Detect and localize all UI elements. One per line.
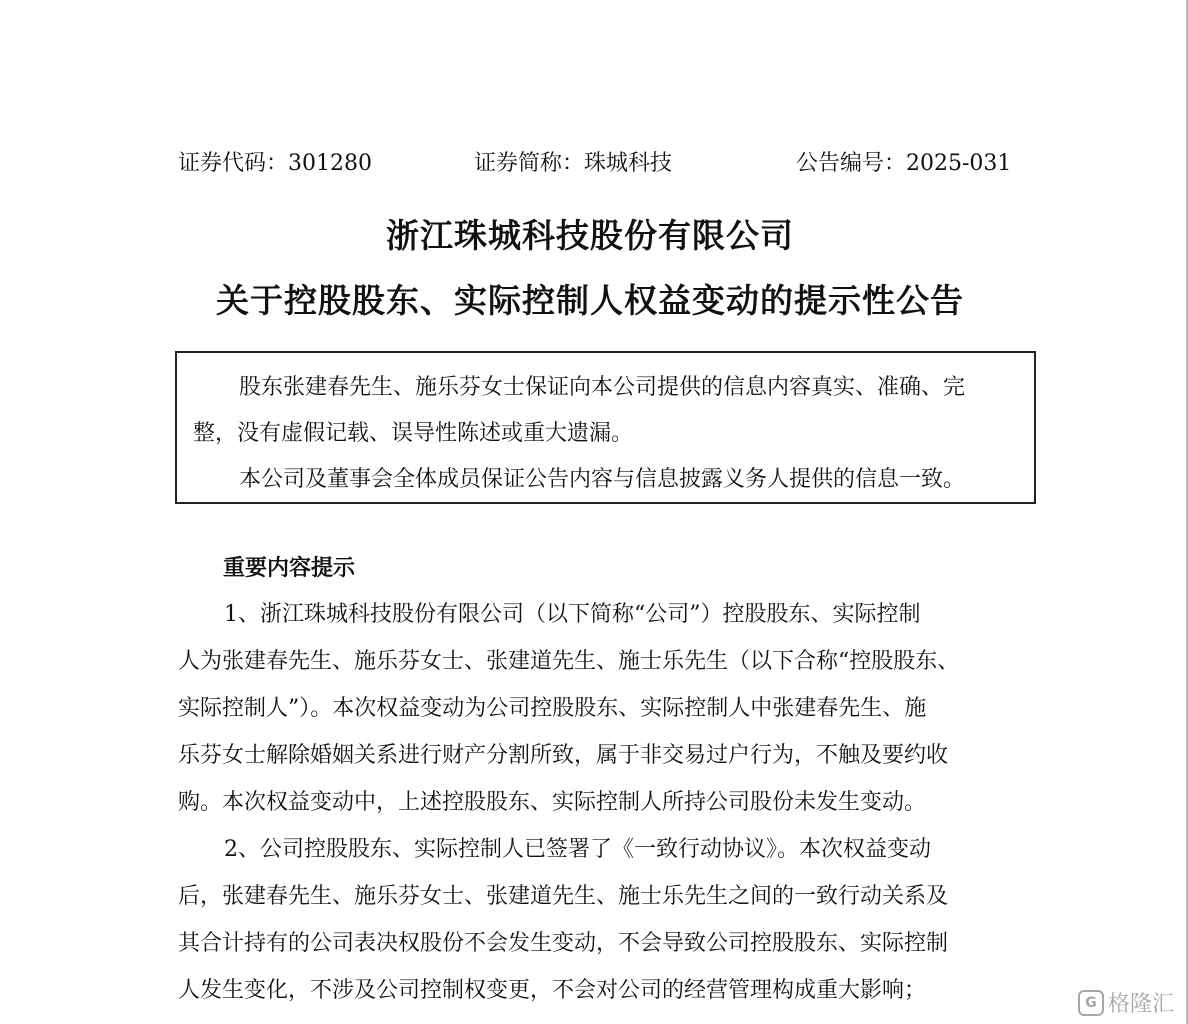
gelonghui-watermark xyxy=(1078,987,1174,1018)
body-line: 后，张建春先生、施乐芬女士、张建道先生、施士乐先生之间的一致行动关系及 xyxy=(178,884,949,909)
gelonghui-logo-icon: G xyxy=(1078,990,1104,1016)
body-line: 人发生变化，不涉及公司控制权变更，不会对公司的经营管理构成重大影响； xyxy=(178,978,927,1003)
notice-line: 整，没有虚假记载、误导性陈述或重大遗漏。 xyxy=(193,421,634,446)
company-title: 浙江珠城科技股份有限公司 xyxy=(386,216,794,255)
security-abbreviation: 证券简称：珠城科技 xyxy=(474,151,673,176)
body-line: 人为张建春先生、施乐芬女士、张建道先生、施士乐先生（以下合称“控股股东、 xyxy=(178,649,960,674)
security-code: 证券代码：301280 xyxy=(178,151,372,176)
notice-line: 本公司及董事会全体成员保证公告内容与信息披露义务人提供的信息一致。 xyxy=(239,467,966,492)
body-line: 2、公司控股股东、实际控制人已签署了《一致行动协议》。本次权益变动 xyxy=(224,837,931,862)
guarantee-notice-box xyxy=(175,351,1036,504)
body-line: 乐芬女士解除婚姻关系进行财产分割所致，属于非交易过户行为，不触及要约收 xyxy=(178,743,949,768)
notice-line: 股东张建春先生、施乐芬女士保证向本公司提供的信息内容真实、准确、完 xyxy=(239,375,966,400)
watermark-text: 格隆汇 xyxy=(1107,992,1174,1017)
body-line: 其合计持有的公司表决权股份不会发生变动，不会导致公司控股股东、实际控制 xyxy=(178,931,949,956)
body-line: 1、浙江珠城科技股份有限公司（以下简称“公司”）控股股东、实际控制 xyxy=(224,602,921,627)
announcement-number: 公告编号：2025-031 xyxy=(796,151,1012,176)
announcement-title: 关于控股股东、实际控制人权益变动的提示性公告 xyxy=(216,281,964,320)
section-heading: 重要内容提示 xyxy=(223,555,356,581)
body-line: 实际控制人”）。本次权益变动为公司控股股东、实际控制人中张建春先生、施 xyxy=(178,696,927,721)
body-line: 购。本次权益变动中，上述控股股东、实际控制人所持公司股份未发生变动。 xyxy=(178,790,927,815)
